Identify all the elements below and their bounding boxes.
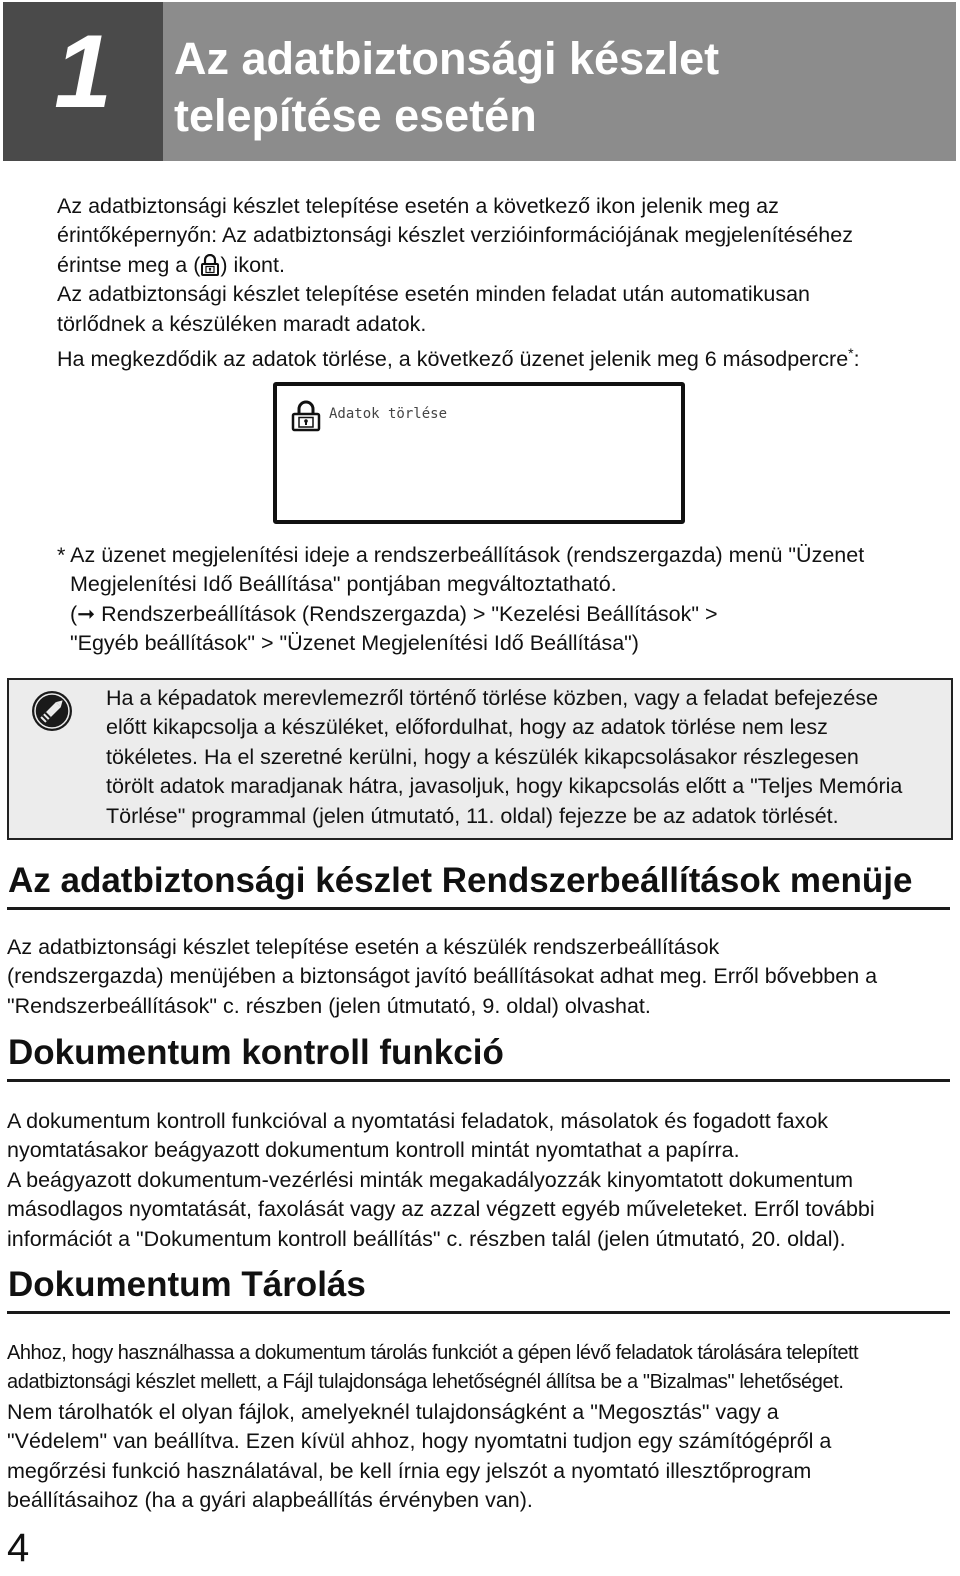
footnote-line xyxy=(57,600,864,629)
intro-text: Ha megkezdődik az adatok törlése, a következő üzenet jelenik meg 6 másodpercre xyxy=(57,347,849,372)
section-heading: Az adatbiztonsági készlet Rendszerbeállítások menüje xyxy=(8,861,913,900)
section-divider xyxy=(7,1311,950,1314)
section-heading: Dokumentum kontroll funkció xyxy=(8,1033,504,1072)
panel-message: Adatok törlése xyxy=(329,406,448,422)
footnote-text: ( xyxy=(70,601,78,626)
paragraph-line: Az adatbiztonsági készlet telepítése esetén a készülék rendszerbeállítások xyxy=(7,935,720,959)
intro-paragraph xyxy=(57,192,860,375)
note-line: előtt kikapcsolja a készüléket, előfordulhat, hogy az adatok törlése nem lesz xyxy=(106,715,828,740)
intro-line xyxy=(57,251,860,280)
footnote-text: Az üzenet megjelenítési ideje a rendszerbeállítások (rendszergazda) menü "Üzenet xyxy=(70,543,865,567)
paragraph-line: másodlagos nyomtatását, faxolását vagy az azzal végzett egyéb műveleteket. Erről további xyxy=(7,1197,875,1222)
footnote-text: Rendszerbeállítások (Rendszergazda) > "Kezelési Beállítások" > xyxy=(95,601,718,626)
intro-line: Az adatbiztonsági készlet telepítése esetén minden feladat után automatikusan xyxy=(57,282,810,307)
touchscreen-message-panel xyxy=(273,382,685,524)
chapter-title-box xyxy=(163,2,956,161)
footnote-marker: * xyxy=(57,543,66,567)
footnote-marker: * xyxy=(848,345,854,362)
paragraph-line: "Rendszerbeállítások" c. részben (jelen útmutató, 9. oldal) olvashat. xyxy=(7,993,651,1018)
paragraph-line: adatbiztonsági készlet mellett, a Fájl tulajdonsága lehetőségnél állítsa be a "Bizalmas" lehetőséget. xyxy=(7,1371,844,1394)
paragraph-line: A dokumentum kontroll funkcióval a nyomtatási feladatok, másolatok és fogadott faxok xyxy=(7,1109,829,1133)
note-line: Ha a képadatok merevlemezről történő törlése közben, vagy a feladat befejezése xyxy=(106,686,879,710)
intro-line xyxy=(57,339,860,375)
footnote-line xyxy=(57,541,864,570)
paragraph-line: Nem tárolhatók el olyan fájlok, amelyeknél tulajdonságként a "Megosztás" vagy a xyxy=(7,1399,779,1424)
chapter-number-box xyxy=(3,2,163,161)
intro-line: érintőképernyőn: Az adatbiztonsági készlet verzióinformációjának megjelenítéséhez xyxy=(57,223,853,248)
note-line: tökéletes. Ha el szeretné kerülni, hogy a készülék kikapcsolásakor részlegesen xyxy=(106,744,859,769)
footnote-line: "Egyéb beállítások" > "Üzenet Megjelenítési Idő Beállítása") xyxy=(70,631,639,656)
chapter-number: 1 xyxy=(54,14,112,130)
paragraph-line: "Védelem" van beállítva. Ezen kívül ahhoz, hogy nyomtatni tudjon egy számítógépről a xyxy=(7,1429,832,1454)
paragraph-line: megőrzési funkció használatával, be kell írnia egy jelszót a nyomtató illesztőprogram xyxy=(7,1458,812,1483)
chapter-title-line: Az adatbiztonsági készlet xyxy=(174,33,720,84)
intro-text: érintse meg a ( xyxy=(57,252,201,277)
intro-text: ) ikont. xyxy=(220,252,285,277)
note-line: törölt adatok maradjanak hátra, javasoljuk, hogy kikapcsolás előtt a "Teljes Memória xyxy=(106,774,903,799)
note-text xyxy=(106,684,902,831)
paragraph-line: Ahhoz, hogy használhassa a dokumentum tárolás funkciót a gépen lévő feladatok tárolására telepített xyxy=(7,1342,859,1364)
section-divider xyxy=(7,1079,950,1082)
section-paragraph xyxy=(7,1107,875,1254)
section-divider xyxy=(7,907,950,910)
section-paragraph xyxy=(7,933,877,1021)
paragraph-line: információt a "Dokumentum kontroll beállítás" c. részben talál (jelen útmutató, 20. oldal). xyxy=(7,1226,846,1251)
lock-icon xyxy=(200,254,220,276)
intro-line: Az adatbiztonsági készlet telepítése esetén a következő ikon jelenik meg az xyxy=(57,194,779,218)
paragraph-line: beállításaihoz (ha a gyári alapbeállítás érvényben van). xyxy=(7,1488,533,1513)
lock-icon xyxy=(291,400,321,432)
note-box xyxy=(7,678,953,840)
page-number: 4 xyxy=(7,1526,30,1570)
arrow-right-icon: ➞ xyxy=(77,601,96,626)
intro-text: : xyxy=(853,347,860,372)
footnote xyxy=(57,541,864,659)
pencil-note-icon xyxy=(30,689,74,733)
paragraph-line: nyomtatásakor beágyazott dokumentum kontroll mintát nyomtathat a papírra. xyxy=(7,1138,740,1163)
chapter-title xyxy=(174,30,719,144)
paragraph-line: (rendszergazda) menüjében a biztonságot javító beállításokat adhat meg. Erről bővebben a xyxy=(7,964,878,989)
chapter-title-line: telepítése esetén xyxy=(174,90,537,141)
note-line: Törlése" programmal (jelen útmutató, 11. oldal) fejezze be az adatok törlését. xyxy=(106,803,839,828)
intro-line: törlődnek a készüléken maradt adatok. xyxy=(57,311,427,336)
section-heading: Dokumentum Tárolás xyxy=(8,1265,366,1304)
paragraph-line: A beágyazott dokumentum-vezérlési minták megakadályozzák kinyomtatott dokumentum xyxy=(7,1167,854,1192)
footnote-line: Megjelenítési Idő Beállítása" pontjában megváltoztatható. xyxy=(70,572,617,597)
section-paragraph xyxy=(7,1339,858,1515)
